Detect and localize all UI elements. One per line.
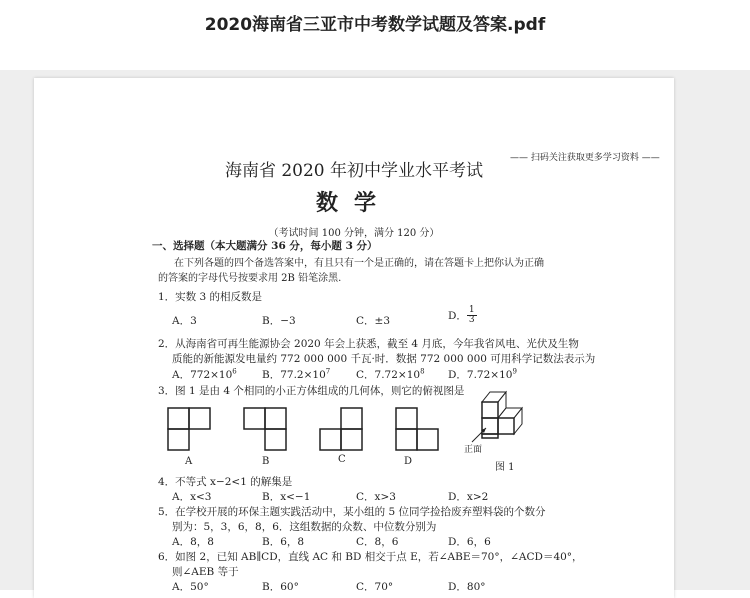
q2-option-d-base: D．7.72×10 [448, 369, 513, 381]
instruction-line-2: 的答案的字母代号按要求用 2B 铅笔涂黑. [158, 273, 342, 284]
q2-option-b-base: B．77.2×10 [262, 369, 326, 381]
q5-option-b: B．6，8 [262, 536, 305, 548]
q3-option-b-figure [240, 404, 290, 454]
q2-option-d-exp: 9 [512, 367, 517, 376]
q4-option-b: B．x<−1 [262, 491, 311, 503]
q1-option-a: A．3 [172, 315, 197, 327]
q5-option-c: C．8，6 [356, 536, 399, 548]
q3-label-b: B [262, 456, 270, 467]
q4-option-a: A．x<3 [172, 491, 212, 503]
q4-option-d: D．x>2 [448, 491, 489, 503]
question-1-stem: 1．实数 3 的相反数是 [158, 291, 263, 303]
q1-option-d-prefix: D． [448, 309, 467, 322]
subject-title: 数学 [315, 190, 392, 216]
question-6-line-2: 则∠AEB 等于 [172, 566, 239, 578]
pdf-viewer[interactable] [0, 70, 750, 593]
question-5-line-1: 5．在学校开展的环保主题实践活动中，某小组的 5 位同学捡拾废弃塑料袋的个数分 [158, 506, 546, 518]
front-view-label: 正面 [464, 445, 483, 455]
question-4-stem: 4．不等式 x−2<1 的解集是 [158, 476, 293, 488]
q4-option-c: C．x>3 [356, 491, 396, 503]
fraction-denominator: 3 [468, 315, 475, 326]
q2-option-c-base: C．7.72×10 [356, 369, 421, 381]
q1-option-b: B．−3 [262, 315, 296, 327]
question-2-line-1: 2．从海南省可再生能源协会 2020 年会上获悉，截至 4 月底，今年我省风电、光伏及生物 [158, 338, 579, 350]
question-6-line-1: 6．如图 2，已知 AB∥CD，直线 AC 和 BD 相交于点 E，若∠ABE＝70°，∠ACD＝40°， [158, 551, 583, 563]
question-5-line-2: 别为：5，3，6，8，6．这组数据的众数、中位数分别为 [172, 521, 437, 533]
question-2-line-2: 质能的新能源发电量约 772 000 000 千瓦·时．数据 772 000 000 可用科学记数法表示为 [172, 353, 596, 365]
instruction-line-1: 在下列各题的四个备选答案中，有且只有一个是正确的，请在答题卡上把你认为正确 [174, 258, 544, 269]
q3-label-c: C [338, 454, 346, 465]
title-bar [0, 0, 750, 70]
cube-figure [464, 380, 544, 450]
section-heading: 一、选择题（本大题满分 36 分，每小题 3 分） [152, 240, 378, 252]
q2-option-c [356, 367, 425, 382]
q6-option-c: C．70° [356, 581, 394, 593]
pdf-page [34, 78, 674, 598]
q6-option-d: D．80° [448, 581, 486, 593]
q6-option-b: B．60° [262, 581, 299, 593]
exam-info: （考试时间 100 分钟，满分 120 分） [268, 228, 440, 239]
document-title: 2020海南省三亚市中考数学试题及答案.pdf [204, 15, 546, 35]
q3-option-a-figure [164, 404, 214, 454]
exam-title: 海南省 2020 年初中学业水平考试 [224, 161, 484, 181]
q5-option-d: D．6，6 [448, 536, 491, 548]
q3-option-d-figure [392, 404, 442, 454]
q2-option-b-exp: 7 [325, 367, 331, 376]
q2-option-b [262, 367, 330, 382]
q3-label-a: A [185, 456, 193, 467]
scan-notice: —— 扫码关注获取更多学习资料 —— [510, 153, 660, 163]
q2-option-a [172, 367, 237, 382]
q6-option-a: A．50° [172, 581, 209, 593]
fraction-numerator: 1 [468, 305, 475, 315]
q2-option-a-base: A．772×10 [172, 369, 233, 381]
q2-option-a-exp: 6 [232, 367, 237, 376]
q3-option-c-figure [316, 404, 366, 454]
q5-option-a: A．8，8 [172, 536, 214, 548]
q1-option-d [448, 306, 477, 326]
q2-option-c-exp: 8 [420, 367, 425, 376]
q1-option-c: C．±3 [356, 315, 391, 327]
fraction [467, 306, 477, 326]
question-3-stem: 3．图 1 是由 4 个相同的小正方体组成的几何体，则它的俯视图是 [158, 385, 465, 397]
figure-1-label: 图 1 [495, 462, 515, 473]
q3-label-d: D [404, 456, 413, 467]
